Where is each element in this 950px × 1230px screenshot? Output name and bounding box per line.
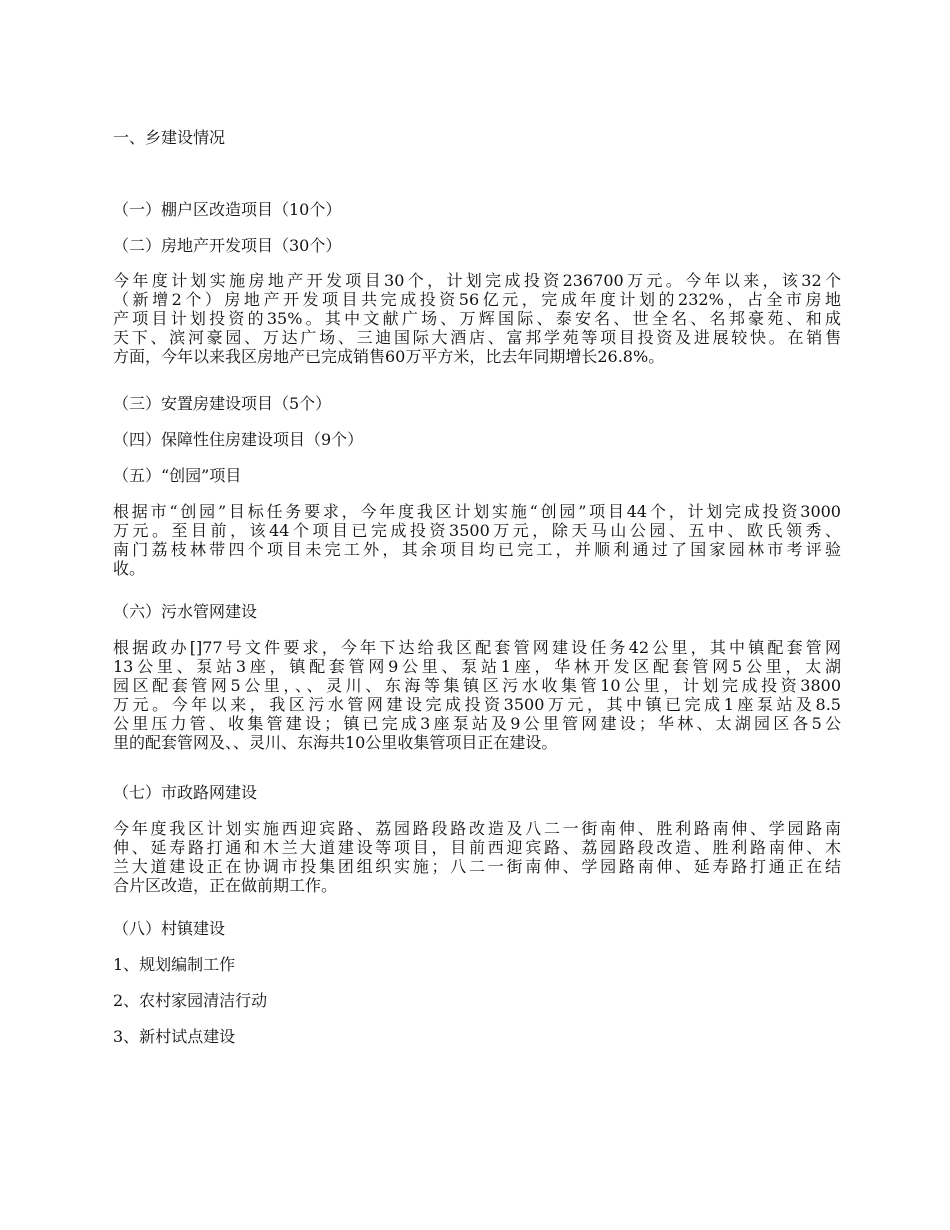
paragraph-line: 南门荔枝林带四个项目未完工外，其余项目均已完工，并顺利通过了国家园林市考评验: [113, 540, 841, 559]
paragraph-line: 天下、滨河豪园、万达广场、三迪国际大酒店、富邦学苑等项目投资及进展较快。在销售: [113, 328, 841, 347]
paragraph-line: 万元。今年以来，我区污水管网建设完成投资3500万元，其中镇已完成1座泵站及8.5: [113, 695, 841, 714]
paragraph-line: 收。: [113, 559, 146, 578]
paragraph-line: 13公里、泵站3座，镇配套管网9公里、泵站1座，华林开发区配套管网5公里，太湖: [113, 657, 841, 676]
paragraph-line: 里的配套管网及、、灵川、东海共10公里收集管项目正在建设。: [113, 733, 558, 752]
subsection-title-5: （五）“创园”项目: [113, 466, 242, 485]
subsection-title-6: （六）污水管网建设: [113, 602, 258, 621]
paragraph-line: 产项目计划投资的35%。其中文献广场、万辉国际、泰安名、世全名、名邦豪苑、和成: [113, 309, 841, 328]
subsection-title-7: （七）市政路网建设: [113, 783, 258, 802]
paragraph-line: 伸、延寿路打通和木兰大道建设等项目，目前西迎宾路、荔园路段改造、胜利路南伸、木: [113, 838, 841, 857]
paragraph-line: 今年度我区计划实施西迎宾路、荔园路段路改造及八二一街南伸、胜利路南伸、学园路南: [113, 819, 841, 838]
subsection-title-8: （八）村镇建设: [113, 919, 226, 938]
subsection-title-4: （四）保障性住房建设项目（9个）: [113, 430, 364, 449]
subsection-title-3: （三）安置房建设项目（5个）: [113, 394, 332, 413]
list-item: 2、农村家园清洁行动: [113, 991, 268, 1010]
paragraph-line: 合片区改造，正在做前期工作。: [113, 876, 338, 895]
paragraph-garden: [113, 502, 841, 578]
subsection-title-1: （一）棚户区改造项目（10个）: [113, 200, 342, 219]
paragraph-line: 兰大道建设正在协调市投集团组织实施；八二一街南伸、学园路南伸、延寿路打通正在结: [113, 857, 841, 876]
subsection-title-2: （二）房地产开发项目（30个）: [113, 236, 342, 255]
paragraph-roads: [113, 819, 841, 895]
paragraph-line: 今年度计划实施房地产开发项目30个，计划完成投资236700万元。今年以来，该32个: [113, 271, 841, 290]
paragraph-line: 根据政办[]77号文件要求，今年下达给我区配套管网建设任务42公里，其中镇配套管网: [113, 638, 841, 657]
paragraph-line: （新增2个）房地产开发项目共完成投资56亿元，完成年度计划的232%，占全市房地: [113, 290, 841, 309]
paragraph-line: 公里压力管、收集管建设；镇已完成3座泵站及9公里管网建设；华林、太湖园区各5公: [113, 714, 841, 733]
list-item: 1、规划编制工作: [113, 955, 236, 974]
paragraph-line: 方面，今年以来我区房地产已完成销售60万平方米，比去年同期增长26.8%。: [113, 347, 665, 366]
list-item: 3、新村试点建设: [113, 1027, 236, 1046]
paragraph-line: 园区配套管网5公里，、、灵川、东海等集镇区污水收集管10公里，计划完成投资3800: [113, 676, 841, 695]
section-heading: 一、乡建设情况: [113, 128, 226, 147]
paragraph-sewage: [113, 638, 841, 752]
paragraph-real-estate: [113, 271, 841, 366]
paragraph-line: 万元。至目前，该44个项目已完成投资3500万元，除天马山公园、五中、欧氏领秀、: [113, 521, 841, 540]
paragraph-line: 根据市“创园”目标任务要求，今年度我区计划实施“创园”项目44个，计划完成投资3000: [113, 502, 841, 521]
